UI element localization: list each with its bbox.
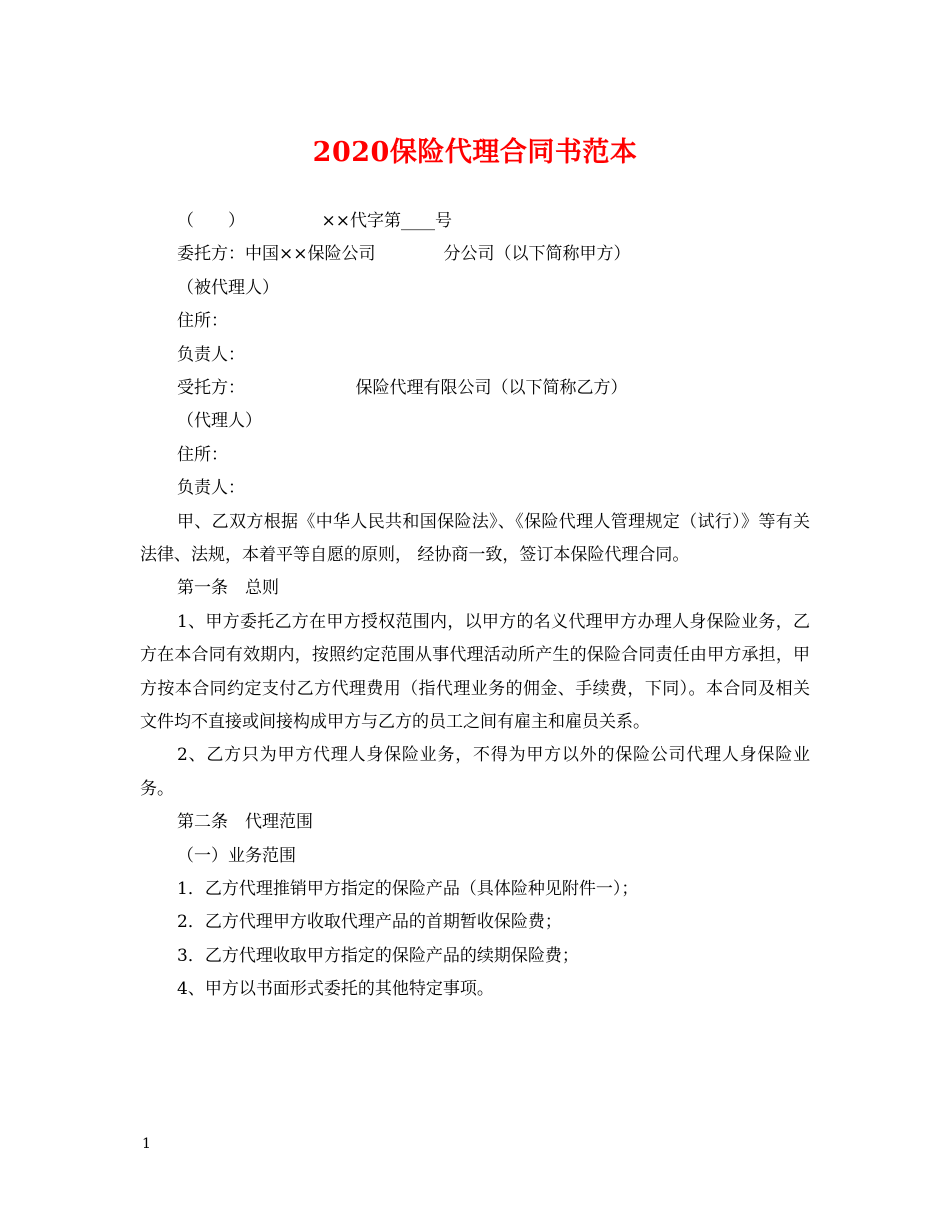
article-1-clause-1: 1、甲方委托乙方在甲方授权范围内，以甲方的名义代理甲方办理人身保险业务，乙方在本合同有效期内，按照约定范围从事代理活动所产生的保险合同责任由甲方承担，甲方按本合同约定支付乙方代理费用（指代理业务的佣金、手续费，下同）。本合同及相关文件均不直接或间接构成甲方与乙方的员工之间有雇主和雇员关系。 bbox=[140, 611, 810, 732]
document-body bbox=[140, 205, 810, 1007]
principal-role-line: （被代理人） bbox=[177, 277, 279, 298]
contract-number-line: （ ） ××代字第____号 bbox=[177, 211, 452, 231]
agent-address-line: 住所： bbox=[177, 444, 228, 465]
principal-line: 委托方：中国××保险公司 分公司（以下简称甲方） bbox=[177, 244, 631, 265]
list-item: 3．乙方代理收取甲方指定的保险产品的续期保险费； bbox=[177, 945, 579, 966]
page-number: 1 bbox=[142, 1136, 151, 1152]
agent-responsible-line: 负责人： bbox=[177, 478, 245, 499]
business-scope-heading: （一）业务范围 bbox=[177, 845, 296, 866]
principal-responsible-line: 负责人： bbox=[177, 344, 245, 365]
intro-paragraph: 甲、乙双方根据《中华人民共和国保险法》、《保险代理人管理规定（试行）》等有关法律、法规，本着平等自愿的原则， 经协商一致，签订本保险代理合同。 bbox=[140, 511, 810, 565]
list-item: 4、甲方以书面形式委托的其他特定事项。 bbox=[177, 979, 494, 1000]
article-2-heading: 第二条 代理范围 bbox=[177, 812, 313, 833]
article-1-clause-2: 2、乙方只为甲方代理人身保险业务，不得为甲方以外的保险公司代理人身保险业务。 bbox=[140, 745, 810, 799]
list-item: 2．乙方代理甲方收取代理产品的首期暂收保险费； bbox=[177, 912, 562, 933]
document-title: 2020保险代理合同书范本 bbox=[312, 137, 638, 168]
agent-line: 受托方： 保险代理有限公司（以下简称乙方） bbox=[177, 377, 628, 398]
agent-role-line: （代理人） bbox=[177, 411, 262, 432]
principal-address-line: 住所： bbox=[177, 311, 228, 332]
list-item: 1．乙方代理推销甲方指定的保险产品（具体险种见附件一）； bbox=[177, 878, 639, 899]
article-1-heading: 第一条 总则 bbox=[177, 578, 279, 599]
